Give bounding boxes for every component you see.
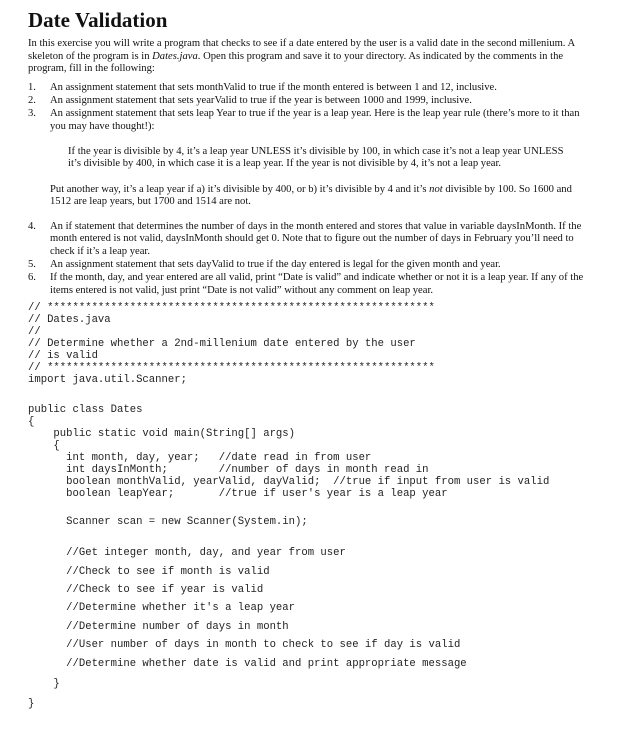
code-line: {: [28, 440, 60, 452]
code-line: // *************************************************************: [28, 302, 435, 314]
leap-year-rule: If the year is divisible by 4, it’s a leap year UNLESS it’s divisible by 100, in which case it’s not a leap year UNLESS it’s divisible by 400, in which case it is a leap year. If the year is not divisible by 4, it’s not a leap year.: [68, 145, 564, 170]
code-line: boolean monthValid, yearValid, dayValid; //true if input from user is valid: [28, 476, 550, 488]
code-line: //User number of days in month to check to see if day is valid: [28, 639, 461, 651]
code-line: //Check to see if month is valid: [28, 566, 270, 578]
emphasis-not: not: [429, 183, 443, 195]
code-line: // *************************************************************: [28, 362, 435, 374]
code-line: public static void main(String[] args): [28, 428, 296, 440]
list-item: 6. If the month, day, and year entered are all valid, print “Date is valid” and indicate whether or not it is a leap year. If any of the items entered is not valid, just print “Date is not valid” without any comment on leap year.: [28, 272, 584, 296]
code-line: boolean leapYear; //true if user's year is a leap year: [28, 488, 448, 500]
leap-year-rule-restated: Put another way, it’s a leap year if a) it’s divisible by 400, or b) it’s divisible by 4 and it’s not divisible by 100. So 1600 and 1512 are leap years, but 1700 and 1514 are not.: [50, 183, 572, 207]
code-line: {: [28, 416, 35, 428]
task-list-2: [28, 221, 588, 297]
list-item: 5. An assignment statement that sets dayValid to true if the day entered is legal for the given month and year.: [28, 259, 501, 271]
code-line: //Determine number of days in month: [28, 621, 289, 633]
code-line: //Determine whether date is valid and print appropriate message: [28, 658, 467, 670]
code-line: //Determine whether it's a leap year: [28, 602, 296, 614]
code-line: int daysInMonth; //number of days in month read in: [28, 464, 429, 476]
code-line: int month, day, year; //date read in from user: [28, 452, 372, 464]
document-page: [28, 8, 588, 298]
task-list-1: [28, 82, 588, 133]
code-line: public class Dates: [28, 404, 143, 416]
code-line: //Get integer month, day, and year from user: [28, 547, 346, 559]
code-line: // Dates.java: [28, 314, 111, 326]
code-line: // Determine whether a 2nd-millenium date entered by the user: [28, 338, 416, 350]
code-line: //: [28, 326, 41, 338]
intro-text-2: . Open this program and save it to your directory. As indicated by the comments in the program, fill in the following:: [28, 50, 564, 75]
intro-paragraph: [28, 38, 588, 76]
list-item: 2. An assignment statement that sets yearValid to true if the year is between 1000 and 1999, inclusive.: [28, 95, 472, 107]
list-item: 1. An assignment statement that sets monthValid to true if the month entered is between 1 and 12, inclusive.: [28, 81, 497, 93]
list-item: 4. An if statement that determines the number of days in the month entered and stores that value in variable daysInMonth. If the month entered is not valid, daysInMonth should get 0. Note that to figure out the number of days in February you’ll need to check if it’s a leap year.: [28, 221, 582, 257]
code-line: //Check to see if year is valid: [28, 584, 264, 596]
list-item: 3. An assignment statement that sets leap Year to true if the year is a leap year. Here is the leap year rule (there’s more to it than you may have thought!):: [28, 108, 580, 132]
page-title: Date Validation: [28, 8, 168, 32]
code-line: }: [28, 698, 35, 710]
code-line: Scanner scan = new Scanner(System.in);: [28, 516, 308, 528]
code-line: // is valid: [28, 350, 98, 362]
intro-text-1: In this exercise you will write a program that checks to see if a date entered by the user is a valid date in the second millenium. A skeleton of the program is in: [28, 38, 575, 62]
code-line: import java.util.Scanner;: [28, 374, 187, 386]
intro-filename: Dates.java: [152, 50, 198, 62]
code-line: }: [28, 678, 60, 690]
